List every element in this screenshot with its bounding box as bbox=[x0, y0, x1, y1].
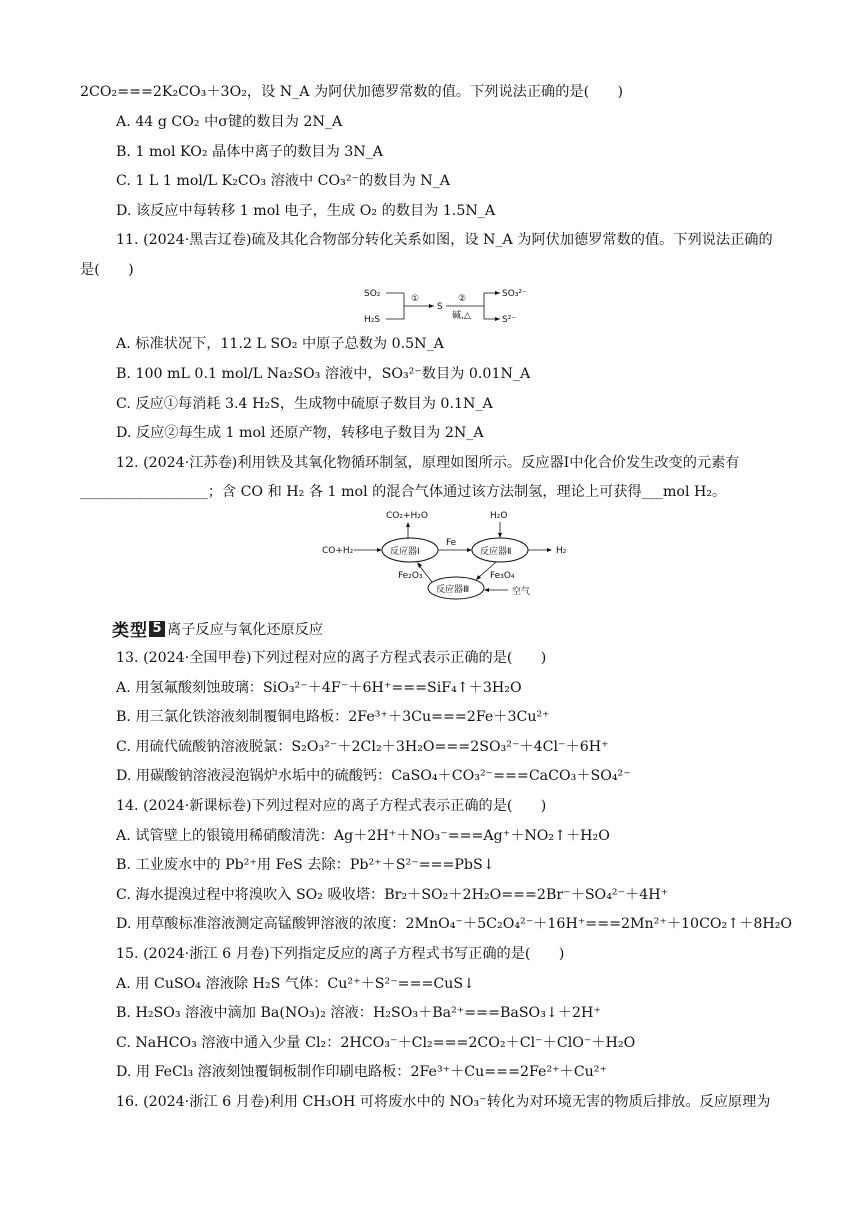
q11-option-a: A. 标准状况下，11.2 L SO₂ 中原子总数为 0.5N_A bbox=[116, 336, 444, 352]
q10-option-d: D. 该反应中每转移 1 mol 电子，生成 O₂ 的数目为 1.5N_A bbox=[116, 203, 496, 219]
step1-label: ① bbox=[411, 294, 420, 304]
co-h2-label: CO+H₂ bbox=[322, 546, 354, 556]
s-label: S bbox=[437, 302, 443, 312]
fe-label: Fe bbox=[446, 538, 457, 548]
q14-option-b: B. 工业废水中的 Pb²⁺用 FeS 去除：Pb²⁺＋S²⁻===PbS↓ bbox=[116, 857, 495, 873]
q14-stem: 14. (2024·新课标卷)下列过程对应的离子方程式表示正确的是( ) bbox=[116, 798, 547, 814]
q14-option-a: A. 试管壁上的银镜用稀硝酸清洗：Ag＋2H⁺＋NO₃⁻===Ag⁺＋NO₂↑＋H₂O bbox=[116, 828, 610, 844]
q12-stem-line2: __________________；含 CO 和 H₂ 各 1 mol 的混合气体通过该方法制氢，理论上可获得___mol H₂。 bbox=[80, 484, 727, 500]
step2-label: ② bbox=[458, 294, 467, 304]
q15-option-d: D. 用 FeCl₃ 溶液刻蚀覆铜板制作印刷电路板：2Fe³⁺＋Cu===2Fe²⁺＋Cu²⁺ bbox=[116, 1064, 607, 1080]
reactor2-label: 反应器Ⅱ bbox=[480, 547, 512, 557]
h2s-label: H₂S bbox=[364, 315, 381, 325]
q14-option-c: C. 海水提溴过程中将溴吹入 SO₂ 吸收塔：Br₂＋SO₂＋2H₂O===2Br⁻＋SO₄²⁻＋4H⁺ bbox=[116, 887, 669, 903]
so2-label: SO₂ bbox=[364, 289, 381, 299]
q13-stem: 13. (2024·全国甲卷)下列过程对应的离子方程式表示正确的是( ) bbox=[116, 650, 547, 666]
q10-option-b: B. 1 mol KO₂ 晶体中离子的数目为 3N_A bbox=[116, 144, 384, 160]
fe3o4-label: Fe₃O₄ bbox=[490, 571, 515, 581]
q16-stem: 16. (2024·浙江 6 月卷)利用 CH₃OH 可将废水中的 NO₃⁻转化为对环境无害的物质后排放。反应原理为 bbox=[116, 1094, 771, 1110]
q15-stem: 15. (2024·浙江 6 月卷)下列指定反应的离子方程式书写正确的是( ) bbox=[116, 946, 565, 962]
q15-option-c: C. NaHCO₃ 溶液中通入少量 Cl₂：2HCO₃⁻＋Cl₂===2CO₂＋Cl⁻＋ClO⁻＋H₂O bbox=[116, 1035, 636, 1051]
q13-option-d: D. 用碳酸钠溶液浸泡锅炉水垢中的硫酸钙：CaSO₄＋CO₃²⁻===CaCO₃＋SO₄²⁻ bbox=[116, 768, 631, 784]
reactor3-label: 反应器Ⅲ bbox=[436, 585, 470, 595]
q12-iron-cycle-diagram bbox=[318, 504, 578, 604]
h2o-label: H₂O bbox=[490, 511, 508, 521]
air-label: 空气 bbox=[512, 587, 531, 597]
q13-option-c: C. 用硫代硫酸钠溶液脱氯：S₂O₃²⁻＋2Cl₂＋3H₂O===2SO₃²⁻＋4Cl⁻＋6H⁺ bbox=[116, 739, 609, 755]
q11-option-d: D. 反应②每生成 1 mol 还原产物，转移电子数目为 2N_A bbox=[116, 425, 484, 441]
q10-option-c: C. 1 L 1 mol/L K₂CO₃ 溶液中 CO₃²⁻的数目为 N_A bbox=[116, 173, 451, 189]
section-title: 离子反应与氧化还原反应 bbox=[167, 621, 324, 638]
reactor1-label: 反应器Ⅰ bbox=[390, 547, 420, 557]
section-number-badge: 5 bbox=[149, 621, 165, 637]
q15-option-b: B. H₂SO₃ 溶液中滴加 Ba(NO₃)₂ 溶液：H₂SO₃＋Ba²⁺===BaSO₃↓＋2H⁺ bbox=[116, 1005, 601, 1021]
q15-option-a: A. 用 CuSO₄ 溶液除 H₂S 气体：Cu²⁺＋S²⁻===CuS↓ bbox=[116, 976, 475, 992]
q13-option-a: A. 用氢氟酸刻蚀玻璃：SiO₃²⁻＋4F⁻＋6H⁺===SiF₄↑＋3H₂O bbox=[116, 680, 522, 696]
fe2o3-label: Fe₂O₃ bbox=[398, 571, 423, 581]
q11-stem-line1: 11. (2024·黑吉辽卷)硫及其化合物部分转化关系如图，设 N_A 为阿伏加德罗常数的值。下列说法正确的 bbox=[116, 232, 773, 248]
h2-label: H₂ bbox=[556, 546, 567, 556]
q10-stem-line: 2CO₂===2K₂CO₃＋3O₂，设 N_A 为阿伏加德罗常数的值。下列说法正确的是( ) bbox=[80, 84, 624, 100]
q11-option-c: C. 反应①每消耗 3.4 H₂S，生成物中硫原子数目为 0.1N_A bbox=[116, 396, 493, 412]
q14-option-d: D. 用草酸标准溶液测定高锰酸钾溶液的浓度：2MnO₄⁻＋5C₂O₄²⁻＋16H⁺===2Mn²⁺＋10CO₂↑＋8H₂O bbox=[116, 916, 793, 932]
q11-option-b: B. 100 mL 0.1 mol/L Na₂SO₃ 溶液中，SO₃²⁻数目为 0.01N_A bbox=[116, 366, 531, 382]
section-word: 类型 bbox=[112, 621, 148, 641]
co2-h2o-label: CO₂+H₂O bbox=[386, 511, 428, 521]
q10-option-a: A. 44 g CO₂ 中σ键的数目为 2N_A bbox=[116, 114, 343, 130]
section-header bbox=[112, 616, 323, 641]
q13-option-b: B. 用三氯化铁溶液刻制覆铜电路板：2Fe³⁺＋3Cu===2Fe＋3Cu²⁺ bbox=[116, 709, 550, 725]
q12-stem-line1: 12. (2024·江苏卷)利用铁及其氧化物循环制氢，原理如图所示。反应器Ⅰ中化合价发生改变的元素有 bbox=[116, 455, 740, 471]
q11-stem-line2: 是( ) bbox=[80, 262, 134, 278]
cond-label: 碱,△ bbox=[452, 311, 471, 321]
q11-sulfur-diagram bbox=[360, 284, 540, 328]
s2-label: S²⁻ bbox=[502, 315, 517, 325]
so3-label: SO₃²⁻ bbox=[502, 289, 527, 299]
